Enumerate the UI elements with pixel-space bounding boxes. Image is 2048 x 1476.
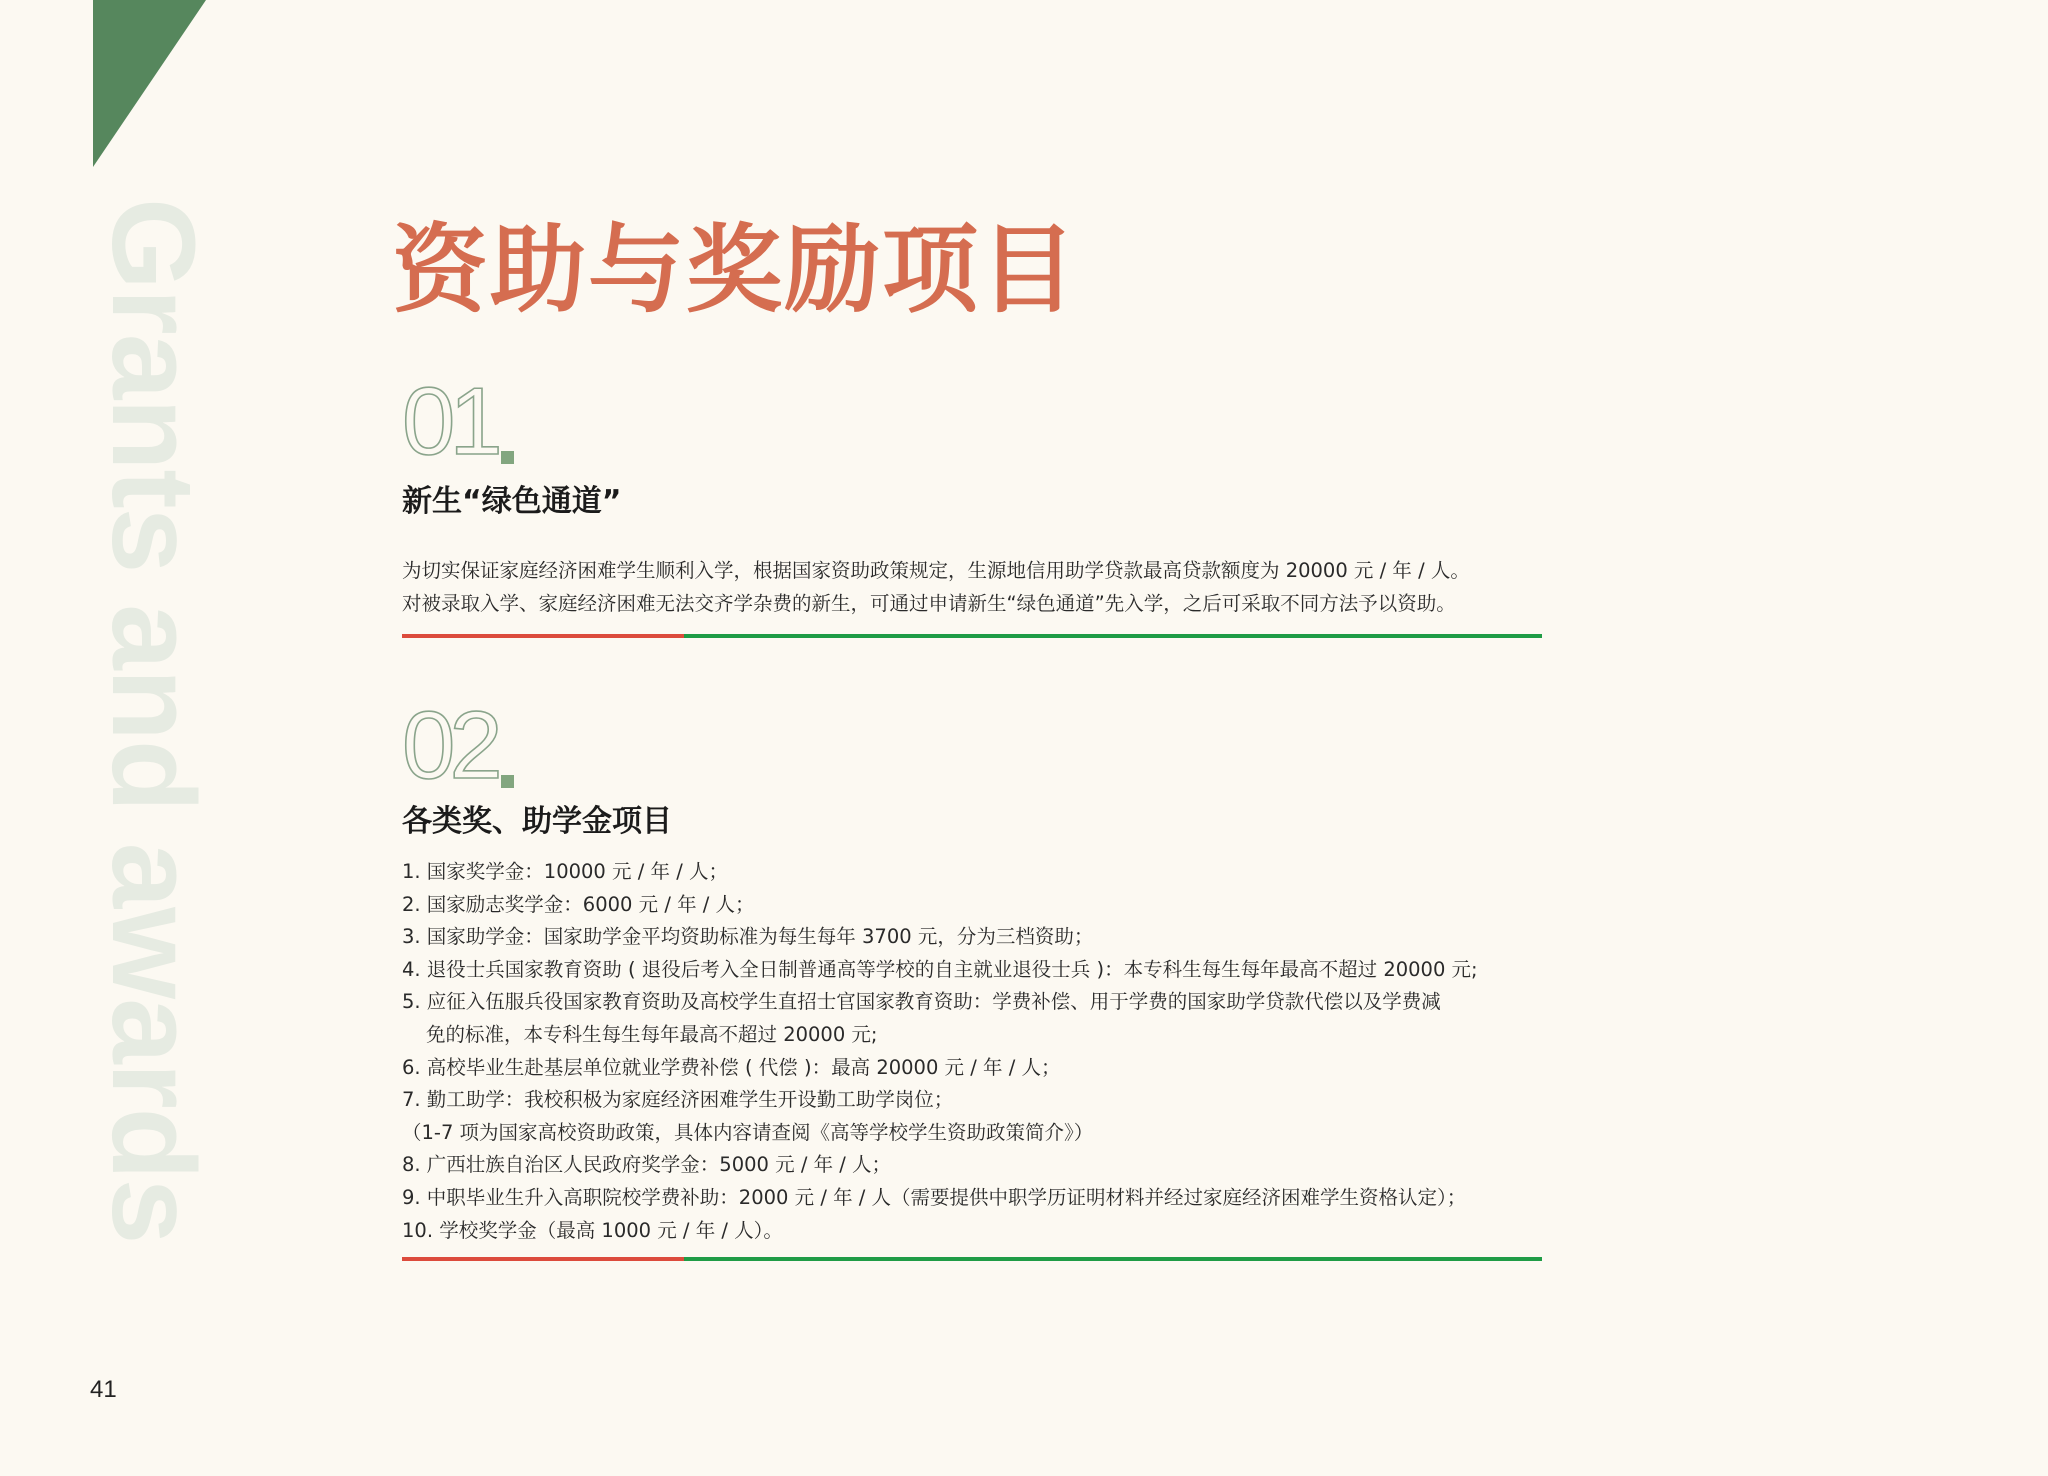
scholarship-list <box>402 856 1552 1247</box>
section-number: 01 <box>402 368 497 475</box>
section-heading: 各类奖、助学金项目 <box>402 804 672 839</box>
section-number: 02 <box>402 692 497 799</box>
list-item: 8. 广西壮族自治区人民政府奖学金：5000 元 / 年 / 人； <box>402 1153 892 1177</box>
section-number-row <box>402 692 1552 799</box>
section-scholarships <box>402 692 1552 1261</box>
list-item: 6. 高校毕业生赴基层单位就业学费补偿 ( 代偿 )：最高 20000 元 / 年 / 人； <box>402 1055 1061 1079</box>
section-number-row <box>402 368 1552 475</box>
page-number: 41 <box>90 1376 117 1403</box>
page-title: 资助与奖励项目 <box>392 214 1078 326</box>
paragraph: 对被录取入学、家庭经济困难无法交齐学杂费的新生，可通过申请新生“绿色通道”先入学，之后可采取不同方法予以资助。 <box>402 592 1456 615</box>
section-green-channel <box>402 368 1552 638</box>
section-body <box>402 554 1552 620</box>
list-item-continuation: 免的标准，本专科生每生每年最高不超过 20000 元; <box>426 1022 878 1046</box>
number-dot <box>501 775 514 788</box>
number-dot <box>501 451 514 464</box>
list-item: 4. 退役士兵国家教育资助 ( 退役后考入全日制普通高等学校的自主就业退役士兵 )：本专科生每生每年最高不超过 20000 元; <box>402 957 1478 981</box>
list-item: 5. 应征入伍服兵役国家教育资助及高校学生直招士官国家教育资助：学费补偿、用于学费的国家助学贷款代偿以及学费减 <box>402 990 1441 1014</box>
section-divider <box>402 634 1542 638</box>
list-item: 3. 国家助学金：国家助学金平均资助标准为每生每年 3700 元，分为三档资助； <box>402 925 1094 949</box>
paragraph: 为切实保证家庭经济困难学生顺利入学，根据国家资助政策规定，生源地信用助学贷款最高贷款额度为 20000 元 / 年 / 人。 <box>402 559 1470 582</box>
list-item: 7. 勤工助学：我校积极为家庭经济困难学生开设勤工助学岗位； <box>402 1088 954 1112</box>
corner-decoration <box>93 0 206 167</box>
list-item: 1. 国家奖学金：10000 元 / 年 / 人； <box>402 860 728 883</box>
list-item: 9. 中职毕业生升入高职院校学费补助：2000 元 / 年 / 人（需要提供中职学历证明材料并经过家庭经济困难学生资格认定）； <box>402 1185 1467 1209</box>
side-title-grants-and-awards: Grants and awards <box>87 198 219 1244</box>
policy-note: （1-7 项为国家高校资助政策，具体内容请查阅《高等学校学生资助政策简介》） <box>402 1120 1094 1144</box>
list-item: 2. 国家励志奖学金：6000 元 / 年 / 人； <box>402 892 755 916</box>
section-heading: 新生“绿色通道” <box>402 484 622 519</box>
list-item: 10. 学校奖学金（最高 1000 元 / 年 / 人）。 <box>402 1218 783 1242</box>
section-divider <box>402 1257 1542 1261</box>
